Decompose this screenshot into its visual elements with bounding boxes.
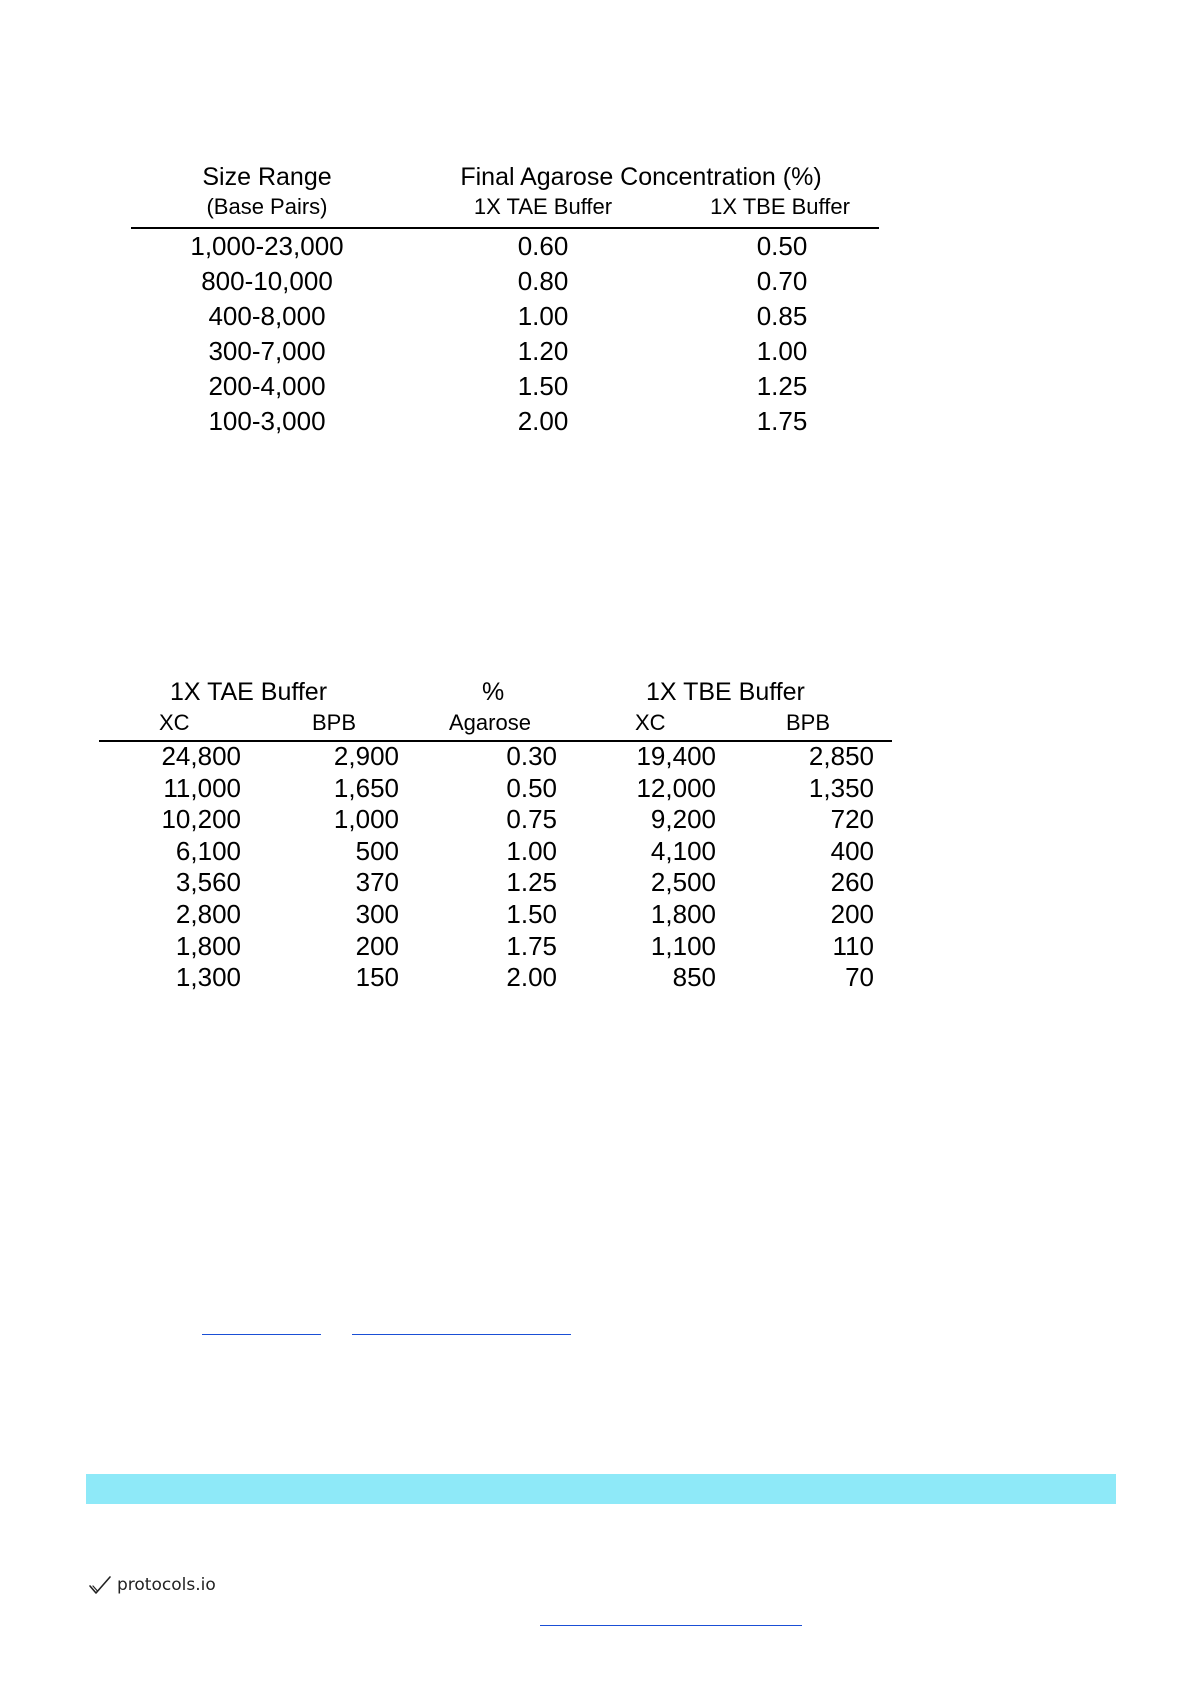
tbe-xc-cell: 2,500	[650, 867, 716, 897]
size-range-cell: 1,000-23,000	[190, 231, 344, 261]
tae-bpb-cell: 500	[355, 836, 399, 866]
agarose-percent-cell: 1.00	[506, 836, 557, 866]
tbe-bpb-cell: 110	[832, 931, 874, 961]
tae-xc-cell: 24,800	[161, 741, 241, 771]
table-row	[0, 299, 1191, 334]
tae-concentration-cell: 2.00	[517, 406, 569, 436]
agarose-percent-cell: 2.00	[506, 962, 557, 992]
agarose-subheader: Agarose	[449, 710, 531, 735]
tbe-bpb-cell: 200	[830, 899, 874, 929]
tae-xc-cell: 10,200	[161, 804, 241, 834]
tae-concentration-cell: 1.50	[517, 371, 569, 401]
tae-bpb-cell: 1,000	[333, 804, 399, 834]
table-row	[0, 804, 1191, 835]
tae-buffer-header: 1X TAE Buffer	[170, 678, 328, 706]
agarose-percent-cell: 1.25	[506, 867, 557, 897]
agarose-percent-cell: 1.75	[506, 931, 557, 961]
tbe-concentration-cell: 1.25	[756, 371, 808, 401]
table-row	[0, 836, 1191, 867]
tae-bpb-cell: 150	[355, 962, 399, 992]
tae-xc-cell: 1,300	[175, 962, 241, 992]
size-range-cell: 100-3,000	[208, 406, 326, 436]
tae-concentration-cell: 1.00	[517, 301, 569, 331]
footer-hyperlink-underline[interactable]	[540, 1625, 802, 1626]
tbe-bpb-cell: 400	[830, 836, 874, 866]
tbe-xc-cell: 1,100	[650, 931, 716, 961]
tbe-bpb-cell: 1,350	[808, 773, 874, 803]
table-row	[0, 773, 1191, 804]
tbe-concentration-cell: 1.00	[756, 336, 808, 366]
size-range-cell: 800-10,000	[201, 266, 333, 296]
tbe-concentration-cell: 0.70	[756, 266, 808, 296]
table-row	[0, 899, 1191, 930]
tbe-xc-cell: 9,200	[650, 804, 716, 834]
protocols-io-logo[interactable]	[88, 1572, 216, 1598]
check-logo-icon	[88, 1573, 112, 1597]
tae-bpb-cell: 2,900	[333, 741, 399, 771]
tbe-concentration-cell: 1.75	[756, 406, 808, 436]
tbe-bpb-cell: 2,850	[808, 741, 874, 771]
base-pairs-subheader: (Base Pairs)	[206, 194, 328, 219]
tae-concentration-cell: 1.20	[517, 336, 569, 366]
tae-concentration-cell: 0.60	[517, 231, 569, 261]
table-row	[0, 334, 1191, 369]
tae-xc-cell: 1,800	[175, 931, 241, 961]
agarose-percent-cell: 0.50	[506, 773, 557, 803]
table-row	[0, 404, 1191, 439]
size-range-cell: 300-7,000	[208, 336, 326, 366]
tbe-concentration-cell: 0.50	[756, 231, 808, 261]
table-row	[0, 962, 1191, 993]
hyperlink-underline[interactable]	[202, 1334, 321, 1335]
tae-xc-cell: 6,100	[175, 836, 241, 866]
tbe-concentration-cell: 0.85	[756, 301, 808, 331]
tbe-bpb-subheader: BPB	[786, 710, 831, 735]
tbe-xc-cell: 19,400	[636, 741, 716, 771]
table-row	[0, 867, 1191, 898]
tae-xc-cell: 3,560	[175, 867, 241, 897]
final-concentration-header: Final Agarose Concentration (%)	[460, 163, 822, 191]
tae-bpb-cell: 370	[355, 867, 399, 897]
tae-bpb-cell: 200	[355, 931, 399, 961]
tae-concentration-cell: 0.80	[517, 266, 569, 296]
tbe-bpb-cell: 70	[845, 962, 874, 992]
tbe-xc-subheader: XC	[635, 710, 666, 735]
tbe-bpb-cell: 720	[830, 804, 874, 834]
tae-bpb-cell: 1,650	[333, 773, 399, 803]
hyperlink-underline[interactable]	[352, 1334, 571, 1335]
tbe-bpb-cell: 260	[830, 867, 874, 897]
tbe-buffer-header: 1X TBE Buffer	[646, 678, 805, 706]
brand-name: protocols.io	[117, 1575, 216, 1595]
table-row	[0, 741, 1191, 772]
size-range-header: Size Range	[202, 163, 332, 191]
tbe-xc-cell: 12,000	[636, 773, 716, 803]
table-row	[0, 369, 1191, 404]
agarose-percent-cell: 0.30	[506, 741, 557, 771]
tbe-xc-cell: 4,100	[650, 836, 716, 866]
size-range-cell: 400-8,000	[208, 301, 326, 331]
tae-xc-cell: 11,000	[163, 773, 241, 803]
tae-bpb-subheader: BPB	[312, 710, 357, 735]
tae-xc-cell: 2,800	[175, 899, 241, 929]
tbe-xc-cell: 850	[672, 962, 716, 992]
tbe-buffer-subheader: 1X TBE Buffer	[710, 194, 850, 219]
table-row	[0, 931, 1191, 962]
table-row	[0, 264, 1191, 299]
table-row	[0, 229, 1191, 264]
agarose-percent-cell: 1.50	[506, 899, 557, 929]
tae-xc-subheader: XC	[159, 710, 190, 735]
size-range-cell: 200-4,000	[208, 371, 326, 401]
percent-header: %	[482, 678, 505, 706]
tbe-xc-cell: 1,800	[650, 899, 716, 929]
tae-bpb-cell: 300	[355, 899, 399, 929]
section-separator-bar	[86, 1474, 1116, 1504]
agarose-percent-cell: 0.75	[506, 804, 557, 834]
tae-buffer-subheader: 1X TAE Buffer	[473, 194, 613, 219]
